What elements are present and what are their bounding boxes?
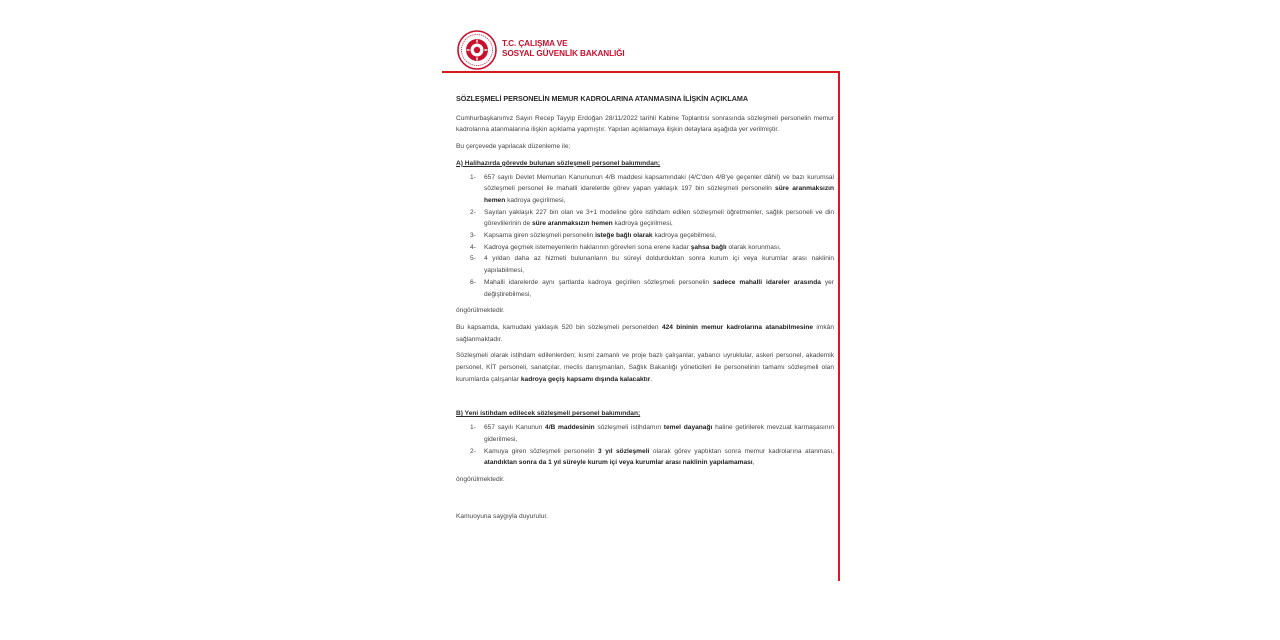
signoff: Kamuoyuna saygıyla duyurulur. (456, 512, 548, 520)
spacer (456, 491, 834, 511)
intro-paragraph: Cumhurbaşkanımız Sayın Recep Tayyip Erdoğan 28/11/2022 tarihli Kabine Toplantısı sonrasında sözleşmeli personelin memur kadrolarına atanmalarına ilişkin açıklama yapmıştır. Yapılan açıklamaya ilişkin detaylara aşağıda yer verilmiştir. (456, 114, 834, 134)
ministry-emblem-icon (457, 30, 497, 70)
section-a-list (456, 172, 834, 301)
list-item: 5- 4 yıldan daha az hizmeti bulunanların bu süreyi doldurduktan sonra kurum içi veya kurumlar arası naklinin yapılabilmesi, (470, 255, 834, 275)
list-item: 6- Mahalli idarelerde aynı şartlarda kadroya geçirilen sözleşmeli personelin sadece mahalli idareler arasında yer değiştirebilmesi, (470, 278, 834, 298)
list-item: 2- Kamuya giren sözleşmeli personelin 3 yıl sözleşmeli olarak görev yaptıktan sonra memur kadrolarına atanması, atandıktan sonra da 1 yıl süreyle kurum içi veya kurumlar arası naklinin yapılamaması, (470, 447, 834, 467)
excluded-paragraph: Sözleşmeli olarak istihdam edilenlerden; kısmi zamanlı ve proje bazlı çalışanlar, yabancı uyruklular, askeri personel, akademik personel, KİT personeli, sanatçılar, meclis danışmanları, Sağlık Bakanlığı yöneticileri ile personelinin tamamı sözleşmeli olan kurumlarda çalışanlar kadroya geçiş kapsamı dışında kalacaktır. (456, 352, 834, 383)
spacer (456, 390, 834, 408)
ministry-logo (457, 30, 647, 70)
document-title: SÖZLEŞMELİ PERSONELİN MEMUR KADROLARINA ATANMASINA İLİŞKİN AÇIKLAMA (456, 94, 748, 103)
header-divider (442, 71, 840, 73)
list-item: 2- Sayıları yaklaşık 227 bin olan ve 3+1 modeline göre istihdam edilen sözleşmeli öğretmenler, sağlık personeli ve din görevlilerinin de süre aranmaksızın hemen kadroya geçirilmesi, (470, 208, 834, 228)
list-item: 3- Kapsama giren sözleşmeli personelin isteğe bağlı olarak kadroya geçebilmesi, (470, 232, 717, 240)
ministry-name (502, 39, 625, 59)
section-a-heading: A) Halihazırda görevde bulunan sözleşmeli personel bakımından; (456, 159, 661, 167)
document-body (456, 93, 834, 527)
scope-paragraph: Bu kapsamda, kamudaki yaklaşık 520 bin sözleşmeli personelden 424 bininin memur kadrolarına atanabilmesine imkân sağlanmaktadır. (456, 323, 835, 343)
list-item: 4- Kadroya geçmek istemeyenlerin haklarının görevleri sona erene kadar şahsa bağlı olarak korunması, (470, 243, 781, 251)
ministry-name-line1: T.C. ÇALIŞMA VE (502, 39, 568, 48)
ministry-name-line2: SOSYAL GÜVENLİK BAKANLIĞI (502, 49, 625, 58)
section-b-closing: öngörülmektedir. (456, 475, 505, 483)
section-a-closing: öngörülmektedir. (456, 307, 505, 315)
section-b-heading: B) Yeni istihdam edilecek sözleşmeli personel bakımından; (456, 410, 641, 418)
list-item: 1- 657 sayılı Kanunun 4/B maddesinin sözleşmeli istihdamın temel dayanağı haline getirilerek mevzuat karmaşasının giderilmesi, (470, 424, 835, 443)
right-border-line (838, 71, 840, 581)
list-item: 1- 657 sayılı Devlet Memurları Kanununun 4/B maddesi kapsamındaki (4/C'den 4/B'ye geçenler dâhil) ve bazı kurumsal sözleşmeli personel ile mahalli idarelerde görev yapan yaklaşık 197 bin sözleşmeli personelin süre aranmaksızın hemen kadroya geçirilmesi, (470, 173, 834, 204)
section-b-list (456, 422, 834, 469)
document-page (442, 0, 840, 640)
lead-paragraph: Bu çerçevede yapılacak düzenleme ile; (456, 143, 571, 151)
